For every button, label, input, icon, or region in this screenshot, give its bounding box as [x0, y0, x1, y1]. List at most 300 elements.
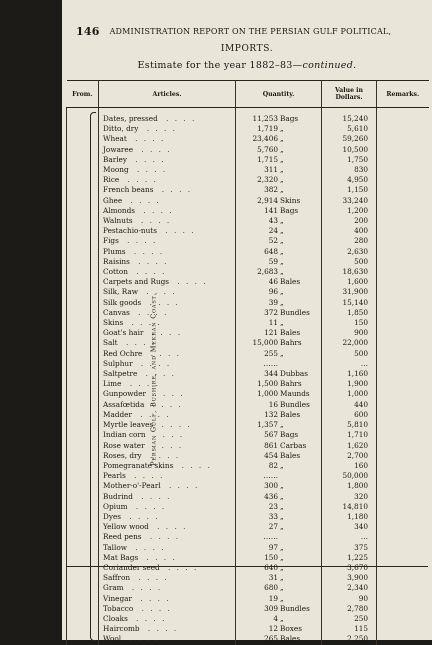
- quantity-unit: „: [280, 256, 284, 266]
- table-row: [67, 349, 429, 359]
- quantity-unit: „: [280, 562, 284, 572]
- article-name: Rose water: [103, 440, 145, 450]
- leader-dots: . . . .: [163, 562, 199, 572]
- subtitle-suffix: continued.: [302, 60, 357, 71]
- table-row: [67, 257, 429, 267]
- remarks-cell: [377, 185, 429, 195]
- leader-dots: . . . .: [145, 297, 180, 307]
- table-row: [67, 400, 429, 410]
- remarks-cell: [377, 389, 429, 399]
- quantity-cell: [236, 287, 322, 297]
- table-row: [67, 379, 429, 389]
- quantity-unit: „: [280, 154, 284, 164]
- article-cell: [99, 543, 236, 553]
- quantity-unit: Bales: [280, 277, 301, 287]
- table-row: [67, 108, 429, 125]
- remarks-cell: [377, 471, 429, 481]
- value-cell: 500: [322, 257, 377, 267]
- article-cell: [99, 277, 236, 287]
- value-cell: 280: [322, 236, 377, 246]
- page-number: 146: [76, 25, 100, 38]
- quantity-cell: [236, 420, 322, 430]
- quantity-cell: [236, 216, 322, 226]
- value-cell: 1,800: [322, 481, 377, 491]
- leader-dots: . . . .: [142, 552, 177, 562]
- remarks-cell: [377, 512, 429, 522]
- quantity-number: 52: [268, 236, 278, 246]
- quantity-number: 24: [268, 226, 278, 236]
- quantity-unit: Bales: [280, 409, 301, 419]
- leader-dots: . . . .: [164, 481, 200, 491]
- quantity-unit: Boxes: [280, 624, 302, 634]
- quantity-cell: [236, 369, 322, 379]
- remarks-cell: [377, 624, 429, 634]
- leader-dots: . . . .: [145, 532, 181, 542]
- value-cell: 33,240: [322, 196, 377, 206]
- quantity-unit: „: [280, 185, 284, 195]
- value-cell: 830: [322, 165, 377, 175]
- header-quantity: Quantity.: [236, 81, 322, 108]
- value-cell: 1,180: [322, 512, 377, 522]
- leader-dots: . . . .: [148, 440, 184, 450]
- quantity-cell: [236, 175, 322, 185]
- article-name: Gram: [103, 583, 124, 593]
- value-cell: 375: [322, 543, 377, 553]
- quantity-number: 344: [264, 369, 278, 379]
- remarks-cell: [377, 400, 429, 410]
- article-cell: [99, 502, 236, 512]
- remarks-cell: [377, 563, 429, 573]
- quantity-unit: „: [280, 297, 284, 307]
- table-row: [67, 277, 429, 287]
- article-cell: [99, 369, 236, 379]
- value-cell: 50,000: [322, 471, 377, 481]
- table-row: [67, 451, 429, 461]
- remarks-cell: [377, 267, 429, 277]
- table-row: [67, 247, 429, 257]
- table-row: [67, 308, 429, 318]
- quantity-number: 141: [264, 205, 278, 215]
- article-name: Coriander seed: [103, 562, 160, 572]
- quantity-number: 23: [268, 501, 278, 511]
- quantity-cell: [236, 165, 322, 175]
- table-row: [67, 512, 429, 522]
- leader-dots: . . . .: [146, 348, 181, 358]
- article-name: Cloaks: [103, 613, 128, 623]
- article-name: Dates, pressed: [103, 114, 158, 123]
- article-name: Carpets and Rugs: [103, 277, 170, 287]
- remarks-cell: [377, 573, 429, 583]
- leader-dots: . . . .: [157, 185, 193, 195]
- quantity-number: 5,760: [257, 144, 278, 154]
- remarks-cell: [377, 175, 429, 185]
- article-name: Almonds: [103, 205, 136, 215]
- header-articles: Articles.: [99, 81, 236, 108]
- value-cell: 1,000: [322, 389, 377, 399]
- article-name: Barley: [103, 154, 127, 164]
- quantity-unit: „: [280, 216, 284, 226]
- quantity-unit: „: [280, 491, 284, 501]
- value-cell: 1,620: [322, 441, 377, 451]
- quantity-unit: Bahrs: [280, 379, 302, 389]
- quantity-cell: [236, 410, 322, 420]
- leader-dots: . . . .: [130, 134, 166, 144]
- table-row: [67, 267, 429, 277]
- table-row: [67, 532, 429, 542]
- quantity-unit: „: [280, 542, 284, 552]
- table-row: [67, 634, 429, 644]
- article-name: Saltpetre: [103, 369, 138, 379]
- quantity-cell: [236, 624, 322, 634]
- quantity-unit: „: [280, 511, 284, 521]
- quantity-number: 39: [268, 297, 278, 307]
- article-name: Mat Bags: [103, 552, 139, 562]
- article-name: Ditto, dry: [103, 124, 139, 134]
- quantity-unit: „: [280, 246, 284, 256]
- quantity-unit: „: [280, 348, 284, 358]
- leader-dots: . . . .: [161, 114, 197, 123]
- article-cell: [99, 451, 236, 461]
- article-name: Tobacco: [103, 603, 134, 613]
- quantity-unit: Bahrs: [280, 338, 302, 348]
- quantity-unit: Bags: [280, 430, 299, 440]
- quantity-cell: [236, 236, 322, 246]
- article-cell: [99, 196, 236, 206]
- article-cell: [99, 563, 236, 573]
- quantity-unit: „: [280, 318, 284, 328]
- table-row: [67, 226, 429, 236]
- leader-dots: . . . .: [130, 542, 166, 552]
- article-name: Plums: [103, 246, 126, 256]
- quantity-cell: [236, 379, 322, 389]
- leader-dots: . . . .: [129, 246, 165, 256]
- quantity-number: 150: [264, 552, 278, 562]
- article-cell: [99, 175, 236, 185]
- quantity-number: 436: [264, 491, 278, 501]
- remarks-cell: [377, 338, 429, 348]
- quantity-number: 300: [264, 481, 278, 491]
- quantity-cell: [236, 277, 322, 287]
- quantity-cell: [236, 349, 322, 359]
- quantity-unit: „: [280, 420, 284, 430]
- quantity-unit: Dubbas: [280, 369, 308, 379]
- table-row: [67, 420, 429, 430]
- quantity-cell: [236, 338, 322, 348]
- quantity-unit: „: [280, 236, 284, 246]
- article-name: Vinegar: [103, 593, 133, 603]
- quantity-unit: „: [280, 460, 284, 470]
- value-cell: 2,780: [322, 604, 377, 614]
- article-name: Figs: [103, 236, 119, 246]
- table-row: [67, 461, 429, 471]
- article-cell: [99, 594, 236, 604]
- quantity-cell: [236, 502, 322, 512]
- table-row: [67, 165, 429, 175]
- table-row: [67, 604, 429, 614]
- article-cell: [99, 236, 236, 246]
- remarks-cell: [377, 298, 429, 308]
- article-cell: [99, 553, 236, 563]
- value-cell: 2,340: [322, 583, 377, 593]
- value-cell: 3,670: [322, 563, 377, 573]
- value-cell: 1,225: [322, 553, 377, 563]
- quantity-cell: [236, 108, 322, 125]
- quantity-cell: [236, 583, 322, 593]
- imports-table: [66, 80, 429, 645]
- value-cell: 500: [322, 349, 377, 359]
- quantity-number: 4: [273, 613, 278, 623]
- leader-dots: . . . .: [131, 501, 167, 511]
- article-cell: [99, 461, 236, 471]
- quantity-unit: [278, 471, 280, 480]
- quantity-unit: Bales: [280, 328, 301, 338]
- value-cell: 1,710: [322, 430, 377, 440]
- table-row: [67, 441, 429, 451]
- table-body: [67, 108, 429, 645]
- quantity-number: 23,406: [252, 134, 278, 144]
- article-name: Canvas: [103, 307, 130, 317]
- leader-dots: . . . .: [133, 256, 169, 266]
- article-cell: [99, 108, 236, 125]
- article-cell: [99, 400, 236, 410]
- article-name: Wheat: [103, 134, 127, 144]
- table-row: [67, 236, 429, 246]
- leader-dots: . . . .: [136, 358, 172, 368]
- value-cell: 1,900: [322, 379, 377, 389]
- article-cell: [99, 206, 236, 216]
- leader-dots: . . . .: [177, 460, 212, 470]
- value-cell: 90: [322, 594, 377, 604]
- remarks-cell: [377, 226, 429, 236]
- quantity-number: ……: [263, 358, 278, 368]
- leader-dots: . . . .: [127, 583, 163, 593]
- table-row: [67, 124, 429, 134]
- value-cell: 320: [322, 492, 377, 502]
- remarks-cell: [377, 145, 429, 155]
- quantity-number: 96: [268, 287, 278, 297]
- quantity-number: 11: [268, 318, 278, 328]
- remarks-cell: [377, 318, 429, 328]
- article-name: Raisins: [103, 256, 130, 266]
- quantity-number: 640: [264, 562, 278, 572]
- table-row: [67, 522, 429, 532]
- remarks-cell: [377, 359, 429, 369]
- table-row: [67, 583, 429, 593]
- value-cell: 18,630: [322, 267, 377, 277]
- article-name: Silk, Raw: [103, 287, 138, 297]
- article-cell: [99, 267, 236, 277]
- value-cell: 4,950: [322, 175, 377, 185]
- remarks-cell: [377, 634, 429, 644]
- leader-dots: . . . .: [147, 328, 183, 338]
- article-name: Silk goods: [103, 297, 142, 307]
- quantity-cell: [236, 328, 322, 338]
- remarks-cell: [377, 257, 429, 267]
- leader-dots: . . . .: [137, 144, 172, 154]
- article-name: Reed pens: [103, 532, 142, 542]
- remarks-cell: [377, 287, 429, 297]
- article-cell: [99, 573, 236, 583]
- value-cell: 22,000: [322, 338, 377, 348]
- article-cell: [99, 287, 236, 297]
- quantity-cell: [236, 124, 322, 134]
- header-remarks: Remarks.: [377, 81, 429, 108]
- quantity-number: ……: [263, 532, 278, 542]
- article-cell: [99, 410, 236, 420]
- value-cell: 200: [322, 216, 377, 226]
- quantity-unit: „: [280, 583, 284, 593]
- table-row: [67, 594, 429, 604]
- article-name: Budrind: [103, 491, 133, 501]
- quantity-cell: [236, 247, 322, 257]
- remarks-cell: [377, 614, 429, 624]
- remarks-cell: [377, 349, 429, 359]
- quantity-unit: „: [280, 267, 284, 277]
- quantity-cell: [236, 308, 322, 318]
- quantity-number: 19: [268, 593, 278, 603]
- table-row: [67, 430, 429, 440]
- leader-dots: . . . .: [126, 195, 161, 205]
- table-row: [67, 624, 429, 634]
- table-row: [67, 359, 429, 369]
- brace-bracket: [90, 112, 96, 641]
- leader-dots: . . . .: [125, 511, 160, 521]
- article-name: Tallow: [103, 542, 127, 552]
- quantity-cell: [236, 471, 322, 481]
- value-cell: 31,900: [322, 287, 377, 297]
- leader-dots: . . . .: [136, 593, 171, 603]
- article-cell: [99, 226, 236, 236]
- value-cell: 1,200: [322, 206, 377, 216]
- article-cell: [99, 471, 236, 481]
- page-title: IMPORTS.: [220, 44, 274, 54]
- table-row: [67, 563, 429, 573]
- quantity-number: 2,320: [257, 175, 278, 185]
- article-cell: [99, 328, 236, 338]
- quantity-cell: [236, 400, 322, 410]
- value-cell: 1,850: [322, 308, 377, 318]
- document-page: [62, 0, 432, 644]
- article-name: Sulphur: [103, 358, 133, 368]
- quantity-cell: [236, 145, 322, 155]
- article-name: Goat's hair: [103, 328, 144, 338]
- remarks-cell: [377, 196, 429, 206]
- article-name: Gunpowder: [103, 389, 147, 399]
- remarks-cell: [377, 134, 429, 144]
- article-cell: [99, 604, 236, 614]
- leader-dots: . . . .: [133, 307, 169, 317]
- value-cell: 340: [322, 522, 377, 532]
- article-name: Pearls: [103, 471, 126, 481]
- remarks-cell: [377, 553, 429, 563]
- quantity-unit: „: [280, 501, 284, 511]
- subtitle-prefix: Estimate for the year 1882–83—: [137, 60, 303, 71]
- article-name: Assafœtida: [103, 399, 145, 409]
- quantity-number: 46: [268, 277, 278, 287]
- quantity-cell: [236, 522, 322, 532]
- quantity-unit: „: [280, 613, 284, 623]
- quantity-number: 59: [268, 256, 278, 266]
- leader-dots: . . . .: [141, 369, 176, 379]
- article-cell: [99, 430, 236, 440]
- article-cell: [99, 338, 236, 348]
- quantity-number: 1,000: [257, 389, 278, 399]
- quantity-number: 309: [264, 603, 278, 613]
- quantity-unit: Skins: [280, 195, 301, 205]
- article-name: Saffron: [103, 573, 131, 583]
- article-cell: [99, 134, 236, 144]
- table-header-row: [67, 81, 429, 108]
- article-cell: [99, 624, 236, 634]
- quantity-unit: [278, 359, 280, 368]
- leader-dots: . . . .: [130, 154, 166, 164]
- quantity-cell: [236, 257, 322, 267]
- running-head-text: ADMINISTRATION REPORT ON THE PERSIAN GULF POLITICAL,: [109, 27, 392, 36]
- article-cell: [99, 257, 236, 267]
- value-cell: 2,250: [322, 634, 377, 644]
- value-cell: 115: [322, 624, 377, 634]
- article-cell: [99, 441, 236, 451]
- quantity-cell: [236, 543, 322, 553]
- value-cell: 5,810: [322, 420, 377, 430]
- table-row: [67, 338, 429, 348]
- quantity-cell: [236, 441, 322, 451]
- value-cell: …: [322, 532, 377, 542]
- table-row: [67, 471, 429, 481]
- quantity-number: 1,715: [257, 154, 278, 164]
- quantity-number: ……: [263, 471, 278, 481]
- remarks-cell: [377, 543, 429, 553]
- value-cell: 600: [322, 410, 377, 420]
- value-cell: 15,240: [322, 108, 377, 125]
- table-row: [67, 318, 429, 328]
- quantity-cell: [236, 185, 322, 195]
- value-cell: 2,630: [322, 247, 377, 257]
- value-cell: 400: [322, 226, 377, 236]
- value-cell: 250: [322, 614, 377, 624]
- value-cell: 5,610: [322, 124, 377, 134]
- leader-dots: . . . .: [145, 450, 181, 460]
- remarks-cell: [377, 522, 429, 532]
- article-cell: [99, 216, 236, 226]
- quantity-number: 372: [264, 307, 278, 317]
- remarks-cell: [377, 492, 429, 502]
- remarks-cell: [377, 277, 429, 287]
- quantity-cell: [236, 206, 322, 216]
- quantity-unit: Bundles: [280, 307, 310, 317]
- quantity-unit: „: [280, 552, 284, 562]
- article-name: French beans: [103, 185, 154, 195]
- remarks-cell: [377, 420, 429, 430]
- quantity-cell: [236, 604, 322, 614]
- leader-dots: . . . .: [148, 399, 183, 409]
- table-row: [67, 573, 429, 583]
- article-cell: [99, 155, 236, 165]
- leader-dots: . . . .: [136, 491, 172, 501]
- quantity-cell: [236, 553, 322, 563]
- article-cell: [99, 583, 236, 593]
- leader-dots: . . . .: [121, 338, 157, 348]
- leader-dots: . . . .: [160, 226, 196, 236]
- article-name: Cotton: [103, 267, 128, 277]
- article-cell: [99, 614, 236, 624]
- quantity-unit: Bales: [280, 634, 301, 644]
- value-cell: 1,600: [322, 277, 377, 287]
- page-subtitle: [62, 60, 432, 71]
- header-value: Value in Dollars.: [322, 81, 377, 108]
- article-name: Pomegranate skins: [103, 460, 174, 470]
- running-head: [76, 27, 428, 38]
